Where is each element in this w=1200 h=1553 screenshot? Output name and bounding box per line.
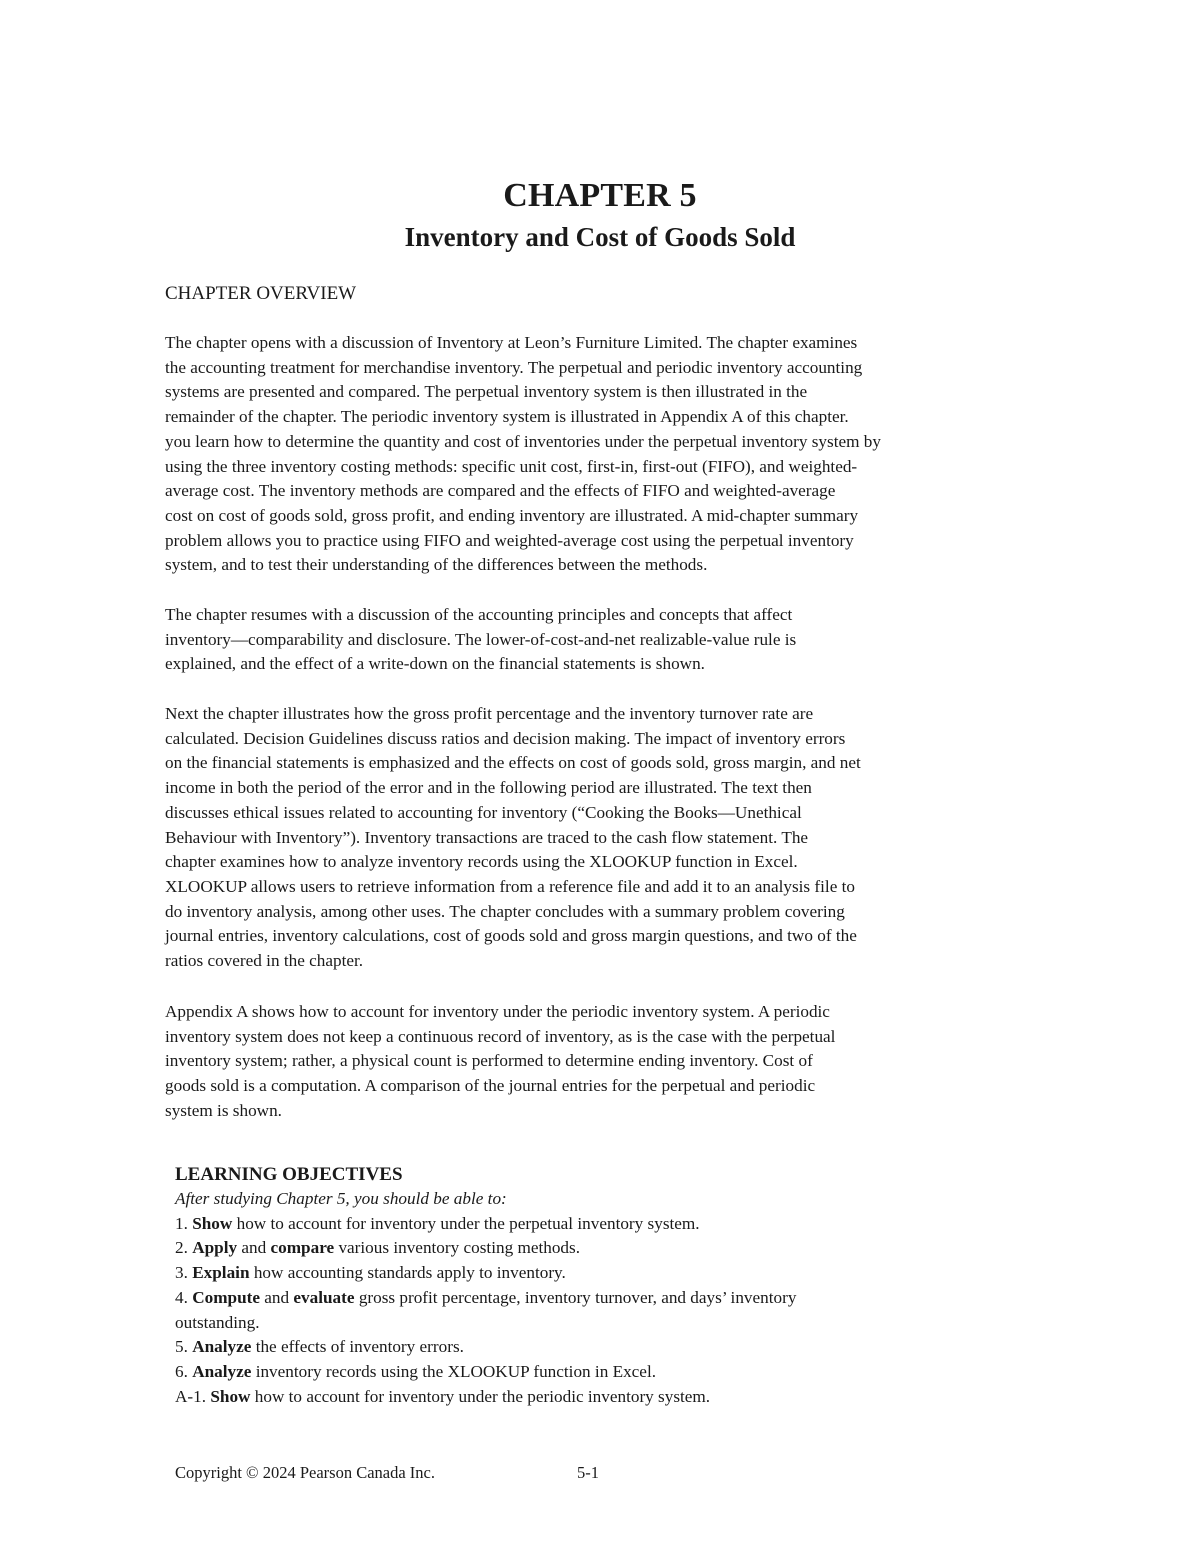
objective-number: 5. — [175, 1337, 193, 1357]
objective-text: various inventory costing methods. — [334, 1238, 581, 1258]
objective-verb: evaluate — [293, 1287, 355, 1307]
paragraph-line: remainder of the chapter. The periodic inventory system is illustrated in Appendix A of this chapter. — [165, 407, 849, 427]
objective-number: 1. — [175, 1213, 193, 1233]
paragraph-line: explained, and the effect of a write-down on the financial statements is shown. — [165, 654, 705, 674]
paragraph-line: Next the chapter illustrates how the gross profit percentage and the inventory turnover rate are — [165, 704, 814, 723]
overview-heading: CHAPTER OVERVIEW — [165, 283, 357, 304]
paragraph-line: Behaviour with Inventory”). Inventory transactions are traced to the cash flow statement. The — [165, 827, 809, 847]
paragraph-line: ratios covered in the chapter. — [165, 951, 364, 971]
paragraph-line: goods sold is a computation. A comparison of the journal entries for the perpetual and periodic — [165, 1076, 816, 1096]
objectives-heading: LEARNING OBJECTIVES — [175, 1164, 403, 1185]
objective-item-continuation: outstanding. — [175, 1312, 260, 1332]
objective-item — [175, 1286, 1035, 1311]
objective-verb: compare — [270, 1238, 335, 1258]
paragraph-line: inventory system; rather, a physical count is performed to determine ending inventory. Cost of — [165, 1051, 813, 1071]
chapter-number: CHAPTER 5 — [503, 177, 697, 214]
paragraph-line: journal entries, inventory calculations, cost of goods sold and gross margin questions, and two of the — [165, 926, 857, 946]
objective-verb: Show — [192, 1213, 233, 1233]
objective-verb: Explain — [192, 1263, 250, 1283]
paragraph-line: average cost. The inventory methods are compared and the effects of FIFO and weighted-average — [165, 481, 836, 501]
objective-number: 4. — [175, 1287, 193, 1307]
objective-text: how to account for inventory under the periodic inventory system. — [250, 1386, 711, 1406]
objective-item — [175, 1360, 1035, 1385]
paragraph-line: using the three inventory costing methods: specific unit cost, first-in, first-out (FIFO), and weighted- — [165, 456, 858, 476]
paragraph-line: problem allows you to practice using FIFO and weighted-average cost using the perpetual inventory — [165, 530, 854, 550]
paragraph-line: system is shown. — [165, 1100, 282, 1120]
objective-number: 3. — [175, 1263, 193, 1283]
paragraph-line: chapter examines how to analyze inventory records using the XLOOKUP function in Excel. — [165, 852, 798, 872]
objective-number: 6. — [175, 1361, 193, 1381]
paragraph-line: discusses ethical issues related to accounting for inventory (“Cooking the Books—Unethical — [165, 802, 802, 822]
objective-verb: Analyze — [192, 1337, 252, 1357]
objective-item — [175, 1335, 1035, 1360]
objective-verb: Analyze — [192, 1361, 252, 1381]
paragraph-line: Appendix A shows how to account for inventory under the periodic inventory system. A periodic — [165, 1002, 830, 1021]
objective-text: the effects of inventory errors. — [251, 1337, 464, 1357]
paragraph-line: calculated. Decision Guidelines discuss ratios and decision making. The impact of inventory errors — [165, 728, 846, 748]
chapter-title: Inventory and Cost of Goods Sold — [404, 222, 796, 252]
objectives-intro: After studying Chapter 5, you should be able to: — [175, 1189, 507, 1208]
paragraph-line: the accounting treatment for merchandise inventory. The perpetual and periodic inventory accounting — [165, 357, 863, 377]
objective-item — [175, 1385, 1035, 1410]
objective-verb: Show — [210, 1386, 251, 1406]
paragraph-line: system, and to test their understanding of the differences between the methods. — [165, 555, 708, 575]
objective-verb: Compute — [192, 1287, 260, 1307]
overview-paragraph — [165, 1000, 1045, 1124]
paragraph-line: systems are presented and compared. The perpetual inventory system is then illustrated in the — [165, 382, 808, 402]
objective-text: how accounting standards apply to inventory. — [249, 1263, 566, 1283]
learning-objectives — [175, 1162, 1035, 1409]
paragraph-line: cost on cost of goods sold, gross profit, and ending inventory are illustrated. A mid-chapter summary — [165, 505, 859, 525]
paragraph-line: The chapter resumes with a discussion of the accounting principles and concepts that affect — [165, 605, 793, 624]
objective-number: 2. — [175, 1238, 193, 1258]
paragraph-line: XLOOKUP allows users to retrieve information from a reference file and add it to an analysis file to — [165, 876, 855, 896]
objective-item — [175, 1261, 1035, 1286]
paragraph-line: on the financial statements is emphasized and the effects on cost of goods sold, gross margin, and net — [165, 753, 861, 773]
objective-text: and — [259, 1287, 294, 1307]
paragraph-line: inventory—comparability and disclosure. The lower-of-cost-and-net realizable-value rule is — [165, 629, 797, 649]
objective-item — [175, 1236, 1035, 1261]
paragraph-line: The chapter opens with a discussion of Inventory at Leon’s Furniture Limited. The chapter examines — [165, 333, 858, 352]
objective-text: and — [237, 1238, 271, 1258]
overview-paragraph — [165, 702, 1045, 974]
paragraph-line: income in both the period of the error and in the following period are illustrated. The text then — [165, 778, 812, 798]
paragraph-line: do inventory analysis, among other uses. The chapter concludes with a summary problem covering — [165, 901, 845, 921]
objective-verb: Apply — [192, 1238, 238, 1258]
objective-number: A-1. — [175, 1386, 211, 1406]
overview-paragraph — [165, 603, 1045, 677]
objective-text: gross profit percentage, inventory turnover, and days’ inventory — [354, 1287, 797, 1307]
footer-page-number: 5-1 — [577, 1463, 599, 1482]
paragraph-line: inventory system does not keep a continuous record of inventory, as is the case with the perpetual — [165, 1026, 836, 1046]
overview-paragraph — [165, 331, 1045, 578]
paragraph-line: you learn how to determine the quantity and cost of inventories under the perpetual inventory system by — [165, 431, 881, 451]
objectives-list — [175, 1212, 1035, 1410]
objective-text: inventory records using the XLOOKUP function in Excel. — [251, 1361, 657, 1381]
footer-copyright: Copyright © 2024 Pearson Canada Inc. — [175, 1463, 435, 1482]
objective-text: how to account for inventory under the perpetual inventory system. — [232, 1213, 700, 1233]
objective-item — [175, 1212, 1035, 1237]
